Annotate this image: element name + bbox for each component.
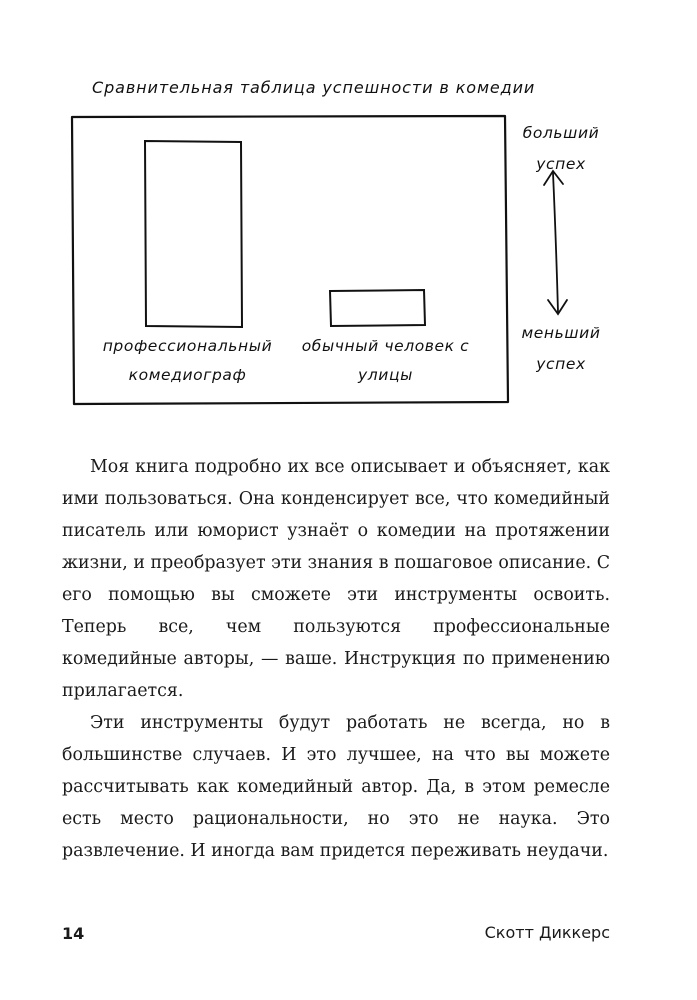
success-arrow bbox=[544, 171, 567, 314]
paragraph: Эти инструменты будут работать не всегда, но в большинстве случаев. И это лучшее, на что вы можете рассчитывать как комедийный автор. Да, в этом ремесле есть место рациональности, но это не наука. Это развлечение. И иногда вам придется переживать неудачи. bbox=[62, 713, 610, 861]
running-header-author: Скотт Диккерс bbox=[484, 923, 610, 942]
axis-label-less-success: меньший успех bbox=[521, 324, 601, 373]
label-regular-person: обычный человек с улицы bbox=[301, 337, 470, 384]
axis-label-more-success: больший успех bbox=[522, 124, 600, 173]
label-professional-comedian: профессиональный комедиограф bbox=[102, 337, 273, 384]
bar-regular bbox=[330, 290, 425, 326]
bar-professional bbox=[145, 141, 242, 327]
comedy-success-figure bbox=[0, 0, 697, 420]
paragraph: Моя книга подробно их все описывает и объясняет, как ими пользоваться. Она конденсирует все, что комедийный писатель или юморист узнаёт о комедии на протяжении жизни, и преобразует эти знания в пошаговое описание. С его помощью вы сможете эти инструменты освоить. Теперь все, чем пользуются профессиональные комедийные авторы, — ваше. Инструкция по применению прилагается. bbox=[62, 457, 610, 701]
page-number: 14 bbox=[62, 924, 85, 943]
body-text bbox=[62, 451, 610, 867]
figure-title: Сравнительная таблица успешности в комедии bbox=[92, 78, 536, 97]
